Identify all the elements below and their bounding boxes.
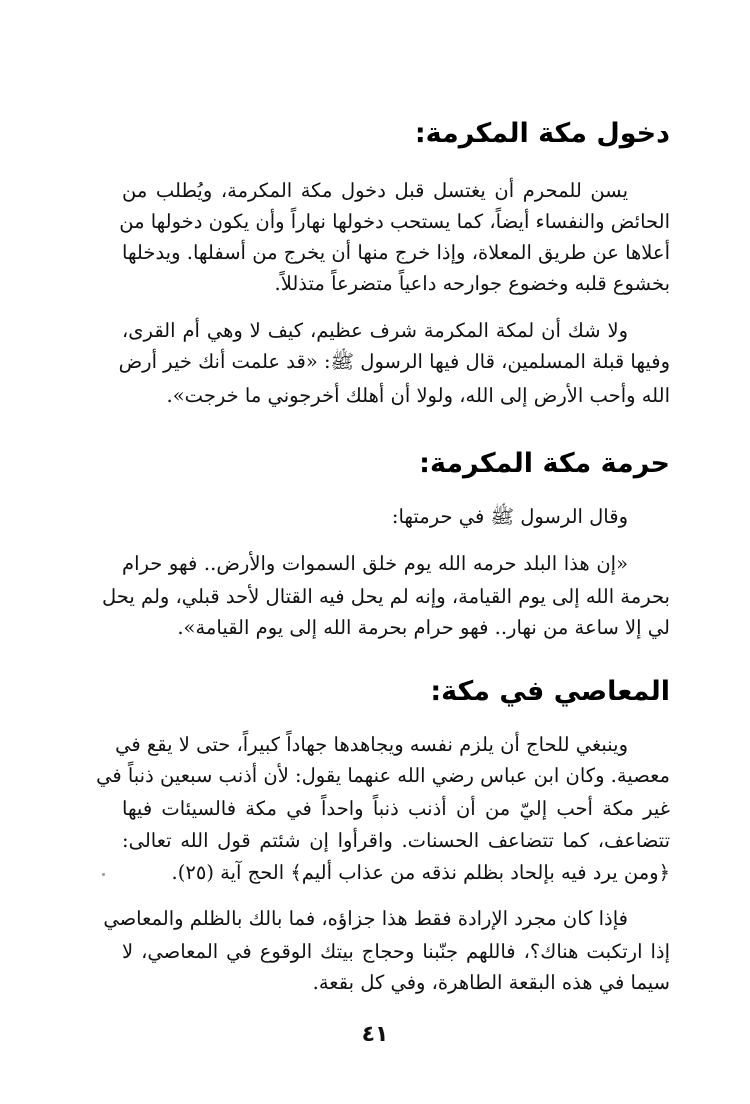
paragraph-line: غير مكة أحب إليّ من أن أذنب ذنباً واحداً في مكة فالسيئات فيها	[122, 797, 670, 820]
paragraph-line: وقال الرسول ﷺ في حرمتها:	[391, 505, 628, 528]
paragraph-line: إذا ارتكبت هناك؟، فاللهم جنّبنا وحجاج بيتك الوقوع في المعاصي، لا	[122, 940, 670, 963]
paragraph-line: الحائض والنفساء أيضاً، كما يستحب دخولها نهاراً وأن يكون دخولها من	[119, 210, 670, 233]
paragraph-line: بخشوع قلبه وخضوع جوارحه داعياً متضرعاً متذللاً.	[274, 272, 670, 295]
scan-speck	[102, 873, 105, 876]
paragraph-line: أعلاها عن طريق المعلاة، وإذا خرج منها أن يخرج من أسفلها. ويدخلها	[122, 241, 670, 264]
section-heading-sanctity-of-makkah: حرمة مكة المكرمة:	[419, 448, 670, 479]
paragraph-line: معصية. وكان ابن عباس رضي الله عنهما يقول: لأن أذنب سبعين ذنباً في	[96, 764, 670, 787]
paragraph-line: ولا شك أن لمكة المكرمة شرف عظيم، كيف لا وهي أم القرى،	[122, 319, 628, 342]
paragraph-line: فإذا كان مجرد الإرادة فقط هذا جزاؤه، فما بالك بالظلم والمعاصي	[103, 907, 628, 930]
section-heading-sins-in-makkah: المعاصي في مكة:	[430, 676, 670, 707]
paragraph-line: سيما في هذه البقعة الطاهرة، وفي كل بقعة.	[312, 971, 670, 994]
paragraph-line: وينبغي للحاج أن يلزم نفسه ويجاهدها جهاداً كبيراً، حتى لا يقع في	[115, 733, 628, 756]
hadith-line: لي إلا ساعة من نهار.. فهو حرام بحرمة الله إلى يوم القيامة».	[177, 616, 670, 639]
paragraph-line: تتضاعف، كما تتضاعف الحسنات. واقرأوا إن شئتم قول الله تعالى:	[122, 829, 670, 852]
paragraph-line: الله وأحب الأرض إلى الله، ولولا أن أهلك أخرجوني ما خرجت».	[166, 384, 670, 407]
page-number: ٤١	[361, 1022, 389, 1047]
paragraph-line: وفيها قبلة المسلمين، قال فيها الرسول ﷺ: «قد علمت أنك خير أرض	[118, 350, 670, 373]
hadith-line: «إن هذا البلد حرمه الله يوم خلق السموات والأرض.. فهو حرام	[122, 552, 628, 575]
hadith-line: بحرمة الله إلى يوم القيامة، وإنه لم يحل فيه القتال لأحد قبلي، ولم يحل	[102, 585, 670, 608]
section-heading-entering-makkah: دخول مكة المكرمة:	[414, 118, 670, 149]
quran-verse-line: ﴿ومن يرد فيه بإلحاد بظلم نذقه من عذاب أليم﴾ الحج آية (٢٥).	[171, 861, 670, 884]
paragraph-line: يسن للمحرم أن يغتسل قبل دخول مكة المكرمة، ويُطلب من	[122, 179, 628, 202]
